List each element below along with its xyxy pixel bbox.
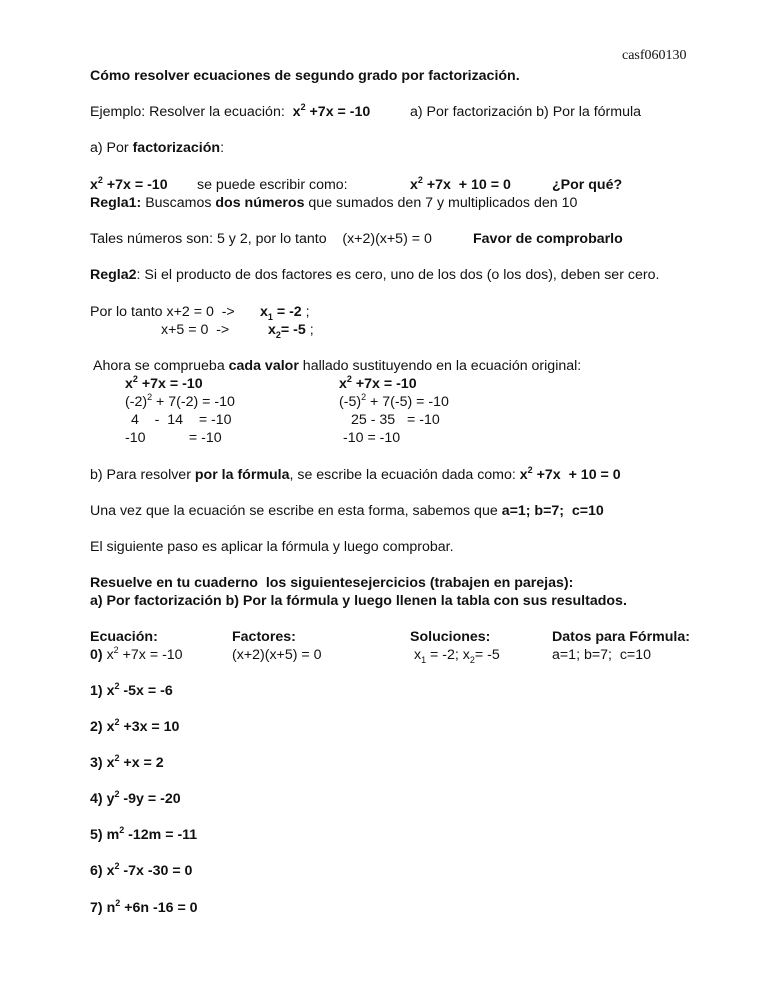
root-1-text: Por lo tanto x+2 = 0 -> [90,304,235,320]
row0-solutions: $x_1 = -2$; $x_2= -5$ [414,647,500,665]
row0-equation: 0) $x^2 +7x = -10$ [90,645,183,663]
exercise-heading-2: a) Por factorización b) Por la fórmula y luego llenen la tabla con sus resultados. [90,593,627,609]
check-right-r1: $(-5)^2 + 7(-5) = -10$ [339,392,449,410]
row0-factors: (x+2)(x+5) = 0 [232,647,322,663]
next-step: El siguiente paso es aplicar la fórmula y luego comprobar. [90,539,454,555]
rewrite-eq2: $x^2 +7x + 10 = 0$ [410,175,511,193]
exercise-item: 4) $y^2$ -9y = -20 [90,789,181,807]
document-code: casf060130 [622,48,687,63]
header-formula-data: Datos para Fórmula: [552,629,690,645]
example-parts: a) Por factorización b) Por la fórmula [410,104,642,120]
part-b: b) Para resolver por la fórmula, se escribe la ecuación dada como: $x^2 +7x + 10 = 0$ [90,465,621,483]
regla2: Regla2: Si el producto de dos factores es cero, uno de los dos (o los dos), deben ser cero. [90,267,660,283]
check-left-r3: -10 = -10 [125,430,222,446]
exercise-item: 2) $x^2 +3x = 10$ [90,717,180,735]
row0-formula-data: a=1; b=7; c=10 [552,647,652,663]
rewrite-eq1: $x^2 +7x = -10$ [90,175,168,193]
header-solutions: Soluciones: [410,629,491,645]
header-equation: Ecuación: [90,629,158,645]
exercise-item: 1) $x^2$ -5x = -6 [90,681,173,699]
exercise-item: 6) $x^2$ -7x -30 = 0 [90,861,193,879]
header-factors: Factores: [232,629,296,645]
part-a-heading: a) Por factorización: [90,140,225,156]
exercise-heading-1: Resuelve en tu cuaderno los siguientesejercicios (trabajen en parejas): [90,575,574,591]
check-intro: Ahora se comprueba cada valor hallado sustituyendo en la ecuación original: [93,358,582,374]
root-2-value: $x_2= -5$ ; [268,322,314,340]
check-left-eq: $x^2 +7x = -10$ [125,374,203,392]
exercise-item: 3) $x^2 +x = 2$ [90,753,164,771]
rewrite-middle: se puede escribir como: [197,177,348,193]
page-title: Cómo resolver ecuaciones de segundo grado por factorización. [90,68,520,84]
rewrite-question: ¿Por qué? [552,177,623,193]
check-right-eq: $x^2 +7x = -10$ [339,374,417,392]
exercise-item: 7) $n^2 +6n$ -16 = 0 [90,898,198,916]
check-right-r3: -10 = -10 [343,430,401,446]
example-line: Ejemplo: Resolver la ecuación: $x^2 +7x = -10$ [90,102,371,120]
check-right-r2: 25 - 35 = -10 [351,412,440,428]
root-1-value: $x_1 = -2$ ; [260,304,310,322]
coefficients-line: Una vez que la ecuación se escribe en esta forma, sabemos que a=1; b=7; c=10 [90,503,604,519]
check-note: Favor de comprobarlo [473,231,623,247]
check-left-r1: $(-2)^2 + 7(-2) = -10$ [125,392,235,410]
root-2-text: x+5 = 0 -> [161,322,230,338]
numbers-line: Tales números son: 5 y 2, por lo tanto (x+2)(x+5) = 0 [90,231,432,247]
regla1: Regla1: Buscamos dos números que sumados den 7 y multiplicados den 10 [90,195,578,211]
check-left-r2: 4 - 14 = -10 [131,412,232,428]
exercise-item: 5) $m^2$ -12m = -11 [90,825,198,843]
